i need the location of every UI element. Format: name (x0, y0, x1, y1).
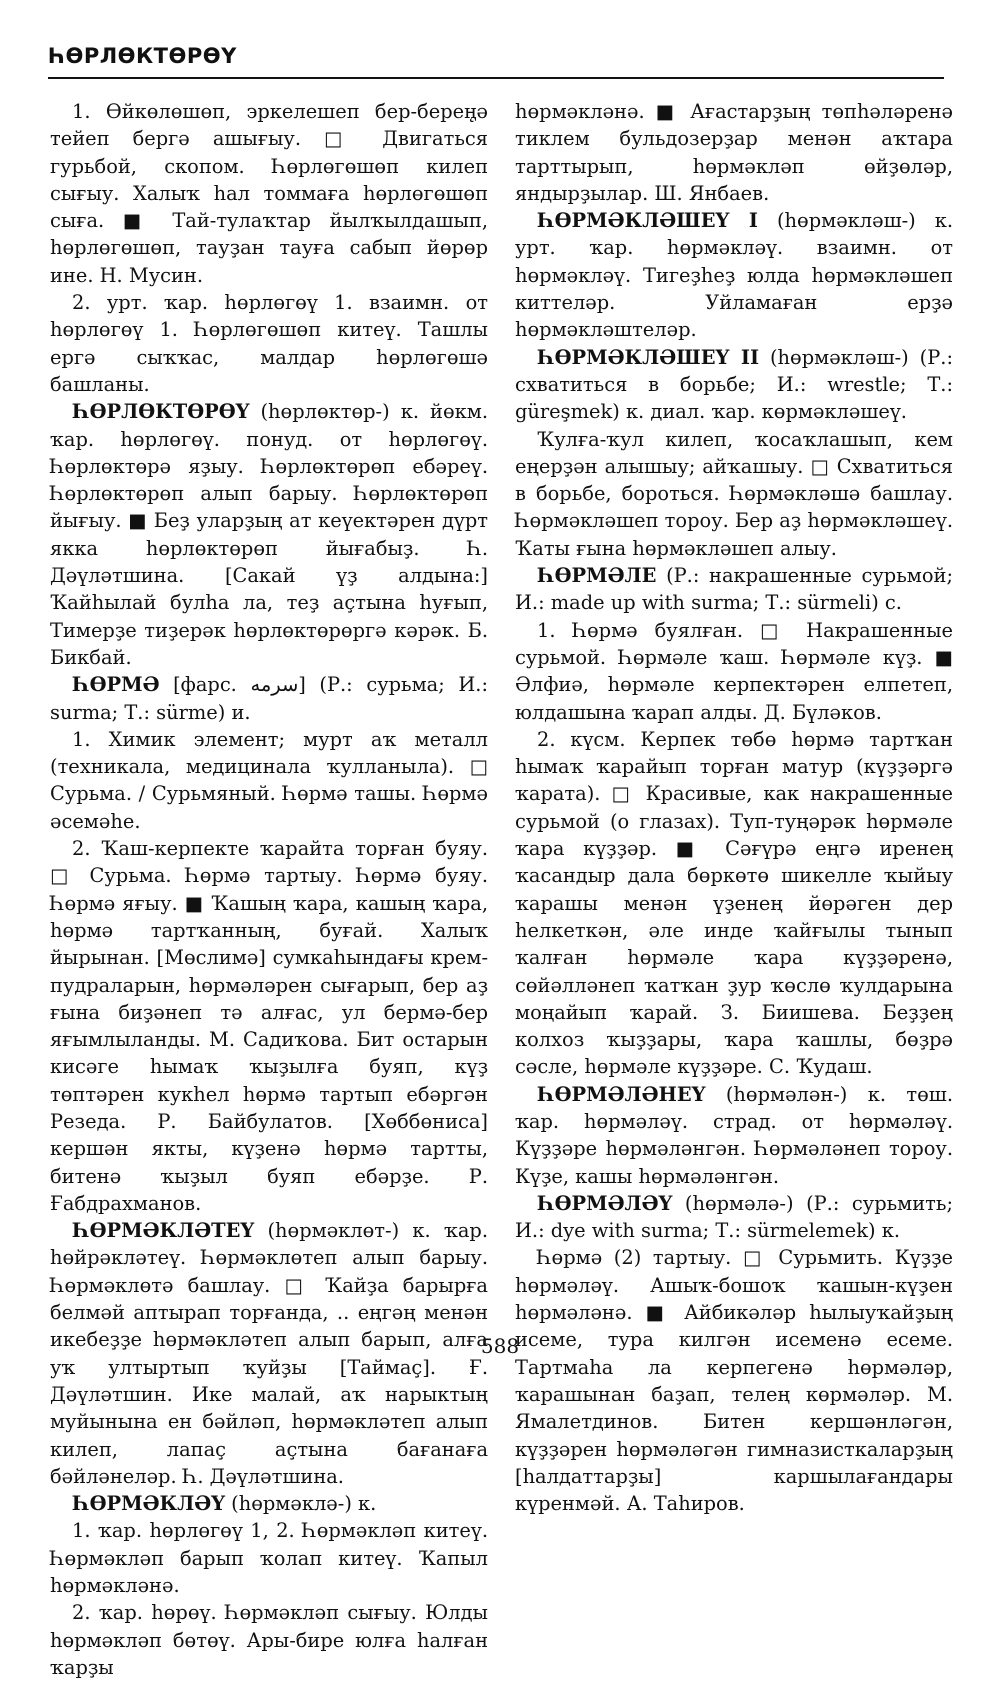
entry-headword: ҺӨРМӘКЛӘҮ (72, 1492, 225, 1516)
entry-text: (һөрмәклә-) к. (225, 1492, 377, 1516)
entry-paragraph: 1. Өйкөлөшөп, эркелешеп бер-берең̨ә тейеп бергә ашығыу. □ Двигаться гурьбой, скопом. Һөрлөгөшөп килеп сығыу. Халыҡ һал томмаға һөрлөгөшөп сыға. ■ Тай-тулаҡтар йылҡылдашып, һөрлөгөшөп, тауҙан тауға сабып йөрөр ине. Н. Мусин. (50, 100, 488, 287)
entry-paragraph: Ҡулға-ҡул килеп, ҡосаҡлашып, кем еңерҙән алышыу; айҡашыу. □ Схватиться в борьбе, бороться. Һөрмәкләшә башлау. Һөрмәкләшеп тороу. Бер аҙ һөрмәкләшеү. Ҡаты ғына һөрмәкләшеп алыу. (515, 427, 953, 560)
entry-paragraph: һөрмәкләнә. ■ Ағастарҙың төпһәләренә тиклем бульдозерҙар менән аҡтара тарттырып, һөрмәкләп өйҙөләр, яндырҙылар. Ш. Янбаев. (515, 100, 953, 205)
entry-text: (һөрмәкләш-) (Р.: схватиться в борьбе; И.: wrestle; Т.: güreşmek) к. диал. ҡар. көрмәкләшеү. (515, 345, 953, 424)
dictionary-entry (50, 1490, 488, 1517)
entry-text: (һөрмәкләш-) к. урт. ҡар. һөрмәкләү. взаимн. от һөрмәкләү. Тигеҙһеҙ юлда һөрмәкләшеп киттеләр. Уйламаған ерҙә һөрмәкләштеләр. (515, 209, 953, 342)
dictionary-entry (515, 1190, 953, 1245)
dictionary-entry (50, 671, 488, 726)
entry-text: (һөрлөктөр-) к. йөкм. ҡар. һөрлөгөү. понуд. от һөрлөгөү. Һөрлөктөрә яҙыу. Һөрлөктөрөп ебәреү. Һөрлөктөрөп алып барыу. Һөрлөктөрөп йығыу. ■ Беҙ уларҙың ат кеүектәрен дүрт якка һөрлөктөрөп йығабыҙ. Һ. Дәүләтшина. [Сакай үҙ алдына:] Ҡайһылай булһа ла, теҙ аҫтына һуғып, Тимерҙе тиҙерәк һөрлөктөрөргә кәрәк. Б. Бикбай. (50, 400, 488, 669)
entry-headword: ҺӨРМӘКЛӘТЕҮ (72, 1219, 255, 1243)
entry-headword: ҺӨРМӘКЛӘШЕҮ I (537, 209, 758, 233)
entry-headword: ҺӨРЛӨКТӨРӨҮ (72, 400, 250, 424)
right-column (515, 98, 953, 1517)
entry-text: (һөрмәклөт-) к. ҡар. һөйрәкләтеү. Һөрмәклөтеп алып барыу. Һөрмәклөтә башлау. □ Ҡайҙа барырға белмәй аптырап торғанда, .. еңгәң менән икебеҙҙе һөрмәкләтеп алып барып, алға уҡ ултыртып ҡуйҙы [Таймаҫ]. Ғ. Дәүләтшин. Ике малай, аҡ нарыктың муйынына ен бәйләп, һөрмәкләтеп алып килеп, лапаҫ аҫтына бағанаға бәйләнеләр. Һ. Дәүләтшина. (50, 1219, 488, 1488)
entry-headword: ҺӨРМӘЛӘНЕҮ (537, 1082, 706, 1106)
entry-paragraph: Һөрмә (2) тартыу. □ Сурьмить. Күҙҙе һөрмәләү. Ашыҡ-бошоҡ ҡашын-күҙен һөрмәләнә. ■ Айбикәләр һылыуҡайҙың исеме, тура килгән исеменә есеме. Тартмаһа ла керпегенә һөрмәләр, ҡарашынан баҙап, телең көрмәләр. М. Ямалетдинов. Битен кершәнләгән, күҙҙәрен һөрмәләгән гимназисткаларҙың [һалдаттарҙы] каршылағандары күренмәй. А. Таһиров. (515, 1246, 953, 1516)
entry-text: (һөрмәлән-) к. төш. ҡар. һөрмәләү. страд. от һөрмәләү. Күҙҙәре һөрмәләнгән. Һөрмәләнеп тороу. Күҙе, кашы һөрмәләнгән. (515, 1082, 953, 1188)
entry-headword: ҺӨРМӘЛӘҮ (537, 1191, 673, 1215)
dictionary-entry (515, 207, 953, 343)
dictionary-entry (515, 344, 953, 426)
entry-paragraph: 1. Һөрмә буялған. □ Накрашенные сурьмой. Һөрмәле ҡаш. Һөрмәле күҙ. ■ Әлфиә, һөрмәле керпектәрен елпетеп, юлдашына ҡарап алды. Д. Бүләков. (515, 618, 953, 724)
entry-paragraph: 1. Химик элемент; мурт аҡ металл (техникала, медицинала ҡулланыла). □ Сурьма. / Сурьмяный. Һөрмә ташы. Һөрмә әсемәһе. (50, 727, 488, 833)
running-header: ҺӨРЛӨКТӨРӨҮ (48, 44, 237, 68)
dictionary-entry (515, 562, 953, 617)
entry-paragraph: 2. ҡар. һөрөү. Һөрмәкләп сығыу. Юлды һөрмәкләп бөтөү. Ары-бире юлға һалған ҡарҙы (50, 1601, 488, 1679)
entry-paragraph: 2. урт. ҡар. һөрлөгөү 1. взаимн. от һөрлөгөү 1. Һөрлөгөшөп китеү. Ташлы ергә сыҡҡас, малдар һөрлөгөшә башланы. (50, 291, 488, 396)
entry-paragraph: 2. Ҡаш-керпекте ҡарайта торған буяу. □ Сурьма. Һөрмә тартыу. Һөрмә буяу. Һөрмә яғыу. ■ Ҡашың ҡара, кашың ҡара, һөрмә тартҡанның, буғай. Халыҡ йырынан. [Мөслимә] сумкаһындағы крем-пудраларын, һөрмәләрен сығарып, бер аҙ ғына биҙәнеп тә алғас, ул бермә-бер яғымлыланды. М. Садиҡова. Бит остарын кисәге һымаҡ ҡыҙылға буяп, күҙ төптәрен кукһел һөрмә тартып ебәргән Резеда. Р. Байбулатов. [Хөббөниса] кершән якты, күҙенә һөрмә тартты, битенә ҡыҙыл буяп ебәрҙе. Р. Ғабдрахманов. (50, 837, 488, 1215)
entry-headword: ҺӨРМӘЛЕ (537, 564, 657, 588)
entry-headword: ҺӨРМӘ (72, 673, 160, 697)
entry-text: (Р.: накрашенные сурьмой; И.: made up with surma; Т.: sürmeli) с. (515, 564, 953, 615)
entry-paragraph: 1. ҡар. һөрлөгөү 1, 2. Һөрмәкләп китеү. Һөрмәкләп барып ҡолап китеү. Ҡапыл һөрмәкләнә. (50, 1519, 488, 1598)
entry-text: [фарс. سرمه] (Р.: сурьма; И.: surma; Т.: sürme) и. (50, 673, 488, 724)
dictionary-entry (515, 1081, 953, 1190)
header-rule (48, 77, 944, 79)
dictionary-entry (50, 398, 488, 671)
entry-headword: ҺӨРМӘКЛӘШЕҮ II (537, 345, 760, 369)
page-number: 588 (480, 1334, 520, 1358)
entry-paragraph: 2. күсм. Керпек төбө һөрмә тартҡан һымаҡ ҡарайып торған матур (күҙҙәргә ҡарата). □ Красивые, как накрашенные сурьмой (о глазах). Туп-туңәрәк һөрмәле ҡара күҙҙәр. ■ Сәғүрә еңгә иренең ҡасандыр дала бөркөтө шикелле ҡыйыу ҡарашы менән үҙенең йөрәген дер һелкеткән, әле инде ҡайғылы тынып ҡалған һөрмәле ҡара күҙҙәренә, сөйәлләнеп ҡатҡан ҙур ҡөслө ҡулдарына моңайып ҡарай. З. Биишева. Беҙҙең колхоз ҡыҙҙары, ҡара ҡашлы, бөҙрә сәсле, һөрмәле күҙҙәре. С. Ҡудаш. (515, 727, 953, 1079)
entry-text: (һөрмәлә-) (Р.: сурьмить; И.: dye with surma; Т.: sürmelemek) к. (515, 1191, 953, 1243)
